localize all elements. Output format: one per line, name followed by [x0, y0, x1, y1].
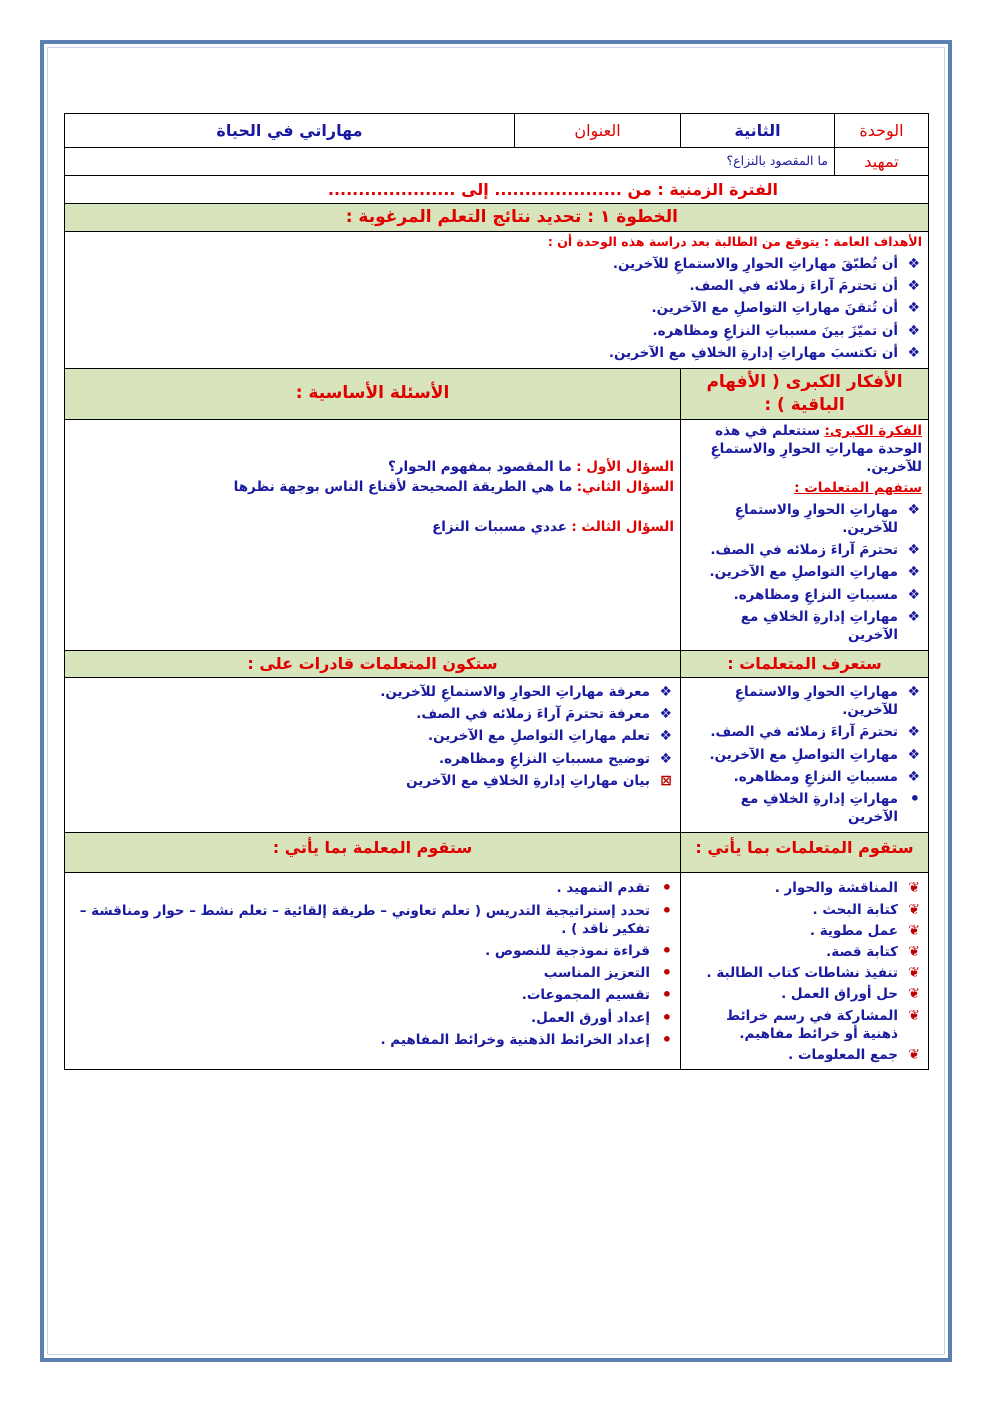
student-activity: ❦ المناقشة والحوار . — [774, 880, 920, 897]
student-activity: ❦ عمل مطوية . — [809, 922, 920, 939]
able-item: ❖ توضيح مسبباتِ النزاعِ ومظاهره. — [439, 750, 672, 767]
teacher-activity: • قراءة نموذجية للنصوص . — [485, 941, 672, 961]
student-activity: ❦ كتابة قصة. — [826, 944, 920, 961]
goals-intro: الأهداف العامة : يتوقع من الطالبة بعد دراسة هذه الوحدة أن : — [547, 234, 922, 249]
will-be-able-list — [71, 683, 674, 790]
teacher-activity: • التعزيز المناسب — [543, 963, 672, 983]
question-2: السؤال الثاني: ما هي الطريقة الصحيحة لأقناع الناس بوجهة نظرها — [233, 479, 674, 496]
teacher-does-list — [71, 879, 674, 1049]
diamond-bullet-icon: ❖ — [907, 608, 920, 625]
student-activity: ❦ تنفيذ نشاطات كتاب الطالبة . — [706, 965, 920, 982]
teacher-activity: • تحدد إستراتيجية التدريس ( تعلم تعاوني – طريقة إلقائية – تعلم نشط – حوار ومناقشة – تفكير ناقد ) . — [79, 900, 672, 937]
diamond-bullet-icon: ❖ — [659, 750, 672, 767]
lesson-plan — [65, 113, 929, 1070]
teacher-activity: • تقسيم المجموعات. — [521, 985, 672, 1005]
know-item: • مهاراتِ إدارةِ الخلافِ مع الآخرين — [740, 788, 920, 826]
student-activity: ❦ حل أوراق العمل . — [781, 986, 920, 1003]
understand-item: ❖ مهاراتِ التواصلِ مع الآخرين. — [709, 564, 920, 581]
leaf-bullet-icon: ❦ — [908, 880, 920, 897]
able-item: ❖ معرفة مهاراتِ الحوارِ والاستماعِ للآخرين. — [380, 683, 672, 700]
essential-questions-heading: الأسئلة الأساسية : — [65, 368, 681, 419]
leaf-bullet-icon: ❦ — [908, 922, 920, 939]
diamond-bullet-icon: ❖ — [907, 746, 920, 763]
will-know-heading: ستعرف المتعلمات : — [681, 651, 929, 678]
leaf-bullet-icon: ❦ — [908, 1007, 920, 1024]
unit-value: الثانية — [681, 114, 835, 148]
diamond-bullet-icon: ❖ — [907, 542, 920, 559]
understand-list — [687, 501, 922, 645]
students-do-cell — [681, 873, 929, 1070]
goal-item: ❖ أن تُتقنَ مهاراتِ التواصلِ مع الآخرين. — [651, 300, 920, 317]
step1-heading: الخطوة ١ : تحديد نتائج التعلم المرغوبة : — [65, 204, 929, 232]
students-do-list — [687, 879, 922, 1064]
big-idea-text: ستتعلم في هذه الوحدة مهاراتِ الحوارِ والاستماعِ للآخرين. — [710, 422, 922, 476]
diamond-bullet-icon: ❖ — [907, 683, 920, 700]
questions-cell — [65, 419, 681, 650]
question-3: السؤال الثالث : عددي مسببات النزاع — [432, 519, 674, 536]
leaf-bullet-icon: ❦ — [908, 965, 920, 982]
understand-item: ❖ مهاراتِ الحوارِ والاستماعِ للآخرين. — [734, 501, 920, 536]
know-item: ❖ مهاراتِ التواصلِ مع الآخرين. — [709, 746, 920, 763]
diamond-bullet-icon: ❖ — [907, 344, 920, 361]
diamond-bullet-icon: ❖ — [659, 683, 672, 700]
know-item: ❖ مهاراتِ الحوارِ والاستماعِ للآخرين. — [734, 683, 920, 719]
leaf-bullet-icon: ❦ — [908, 901, 920, 918]
teacher-activity: • إعداد أورق العمل. — [530, 1007, 672, 1027]
unit-label: الوحدة — [835, 114, 929, 148]
able-item: ⊠ بيان مهاراتِ إدارةِ الخلافِ مع الآخرين — [406, 772, 672, 789]
diamond-bullet-icon: ❖ — [907, 501, 920, 518]
students-do-heading: ستقوم المتعلمات بما يأتي : — [681, 833, 929, 873]
dot-bullet-icon: • — [661, 1029, 672, 1049]
understand-item: ❖ مهاراتِ إدارةِ الخلافِ مع الآخرين — [740, 608, 920, 644]
title-label: العنوان — [515, 114, 681, 148]
teacher-does-heading: ستقوم المعلمة بما يأتي : — [65, 833, 681, 873]
intro-label: تمهيد — [835, 148, 929, 176]
goal-item: ❖ أن تميّزَ بينَ مسبباتِ النزاعِ ومظاهره. — [652, 322, 920, 339]
dot-bullet-icon: • — [661, 878, 672, 898]
understand-label: ستفهم المتعلمات : — [794, 479, 922, 496]
goals-list — [71, 255, 922, 362]
diamond-bullet-icon: ❖ — [907, 586, 920, 603]
big-ideas-cell — [681, 419, 929, 650]
able-item: ❖ تعلم مهاراتِ التواصلِ مع الآخرين. — [427, 728, 672, 745]
will-know-list — [687, 683, 922, 827]
diamond-bullet-icon: ❖ — [907, 322, 920, 339]
teacher-does-cell — [65, 873, 681, 1070]
student-activity: ❦ جمع المعلومات . — [788, 1047, 920, 1064]
diamond-bullet-icon: ❖ — [907, 300, 920, 317]
lesson-plan-table — [64, 113, 929, 1070]
leaf-bullet-icon: ❦ — [908, 1047, 920, 1064]
student-activity: ❦ كتابة البحث . — [812, 901, 920, 918]
goal-item: ❖ أن تحترمَ آراءَ زملائه في الصف. — [689, 278, 920, 295]
title-value: مهاراتي في الحياة — [65, 114, 515, 148]
will-be-able-cell — [65, 677, 681, 833]
diamond-bullet-icon: ❖ — [659, 706, 672, 723]
know-item: ❖ تحترمَ آراءَ زملائه في الصف. — [710, 724, 920, 741]
understand-item: ❖ مسبباتِ النزاعِ ومظاهره. — [733, 586, 920, 603]
diamond-bullet-icon: ❖ — [907, 564, 920, 581]
diamond-bullet-icon: ❖ — [659, 728, 672, 745]
diamond-bullet-icon: ❖ — [907, 724, 920, 741]
dot-bullet-icon: • — [661, 963, 672, 983]
dot-bullet-icon: • — [661, 900, 672, 920]
know-item: ❖ مسبباتِ النزاعِ ومظاهره. — [733, 768, 920, 785]
diamond-bullet-icon: ❖ — [907, 278, 920, 295]
dot-bullet-icon: • — [909, 788, 920, 808]
boxed-x-icon: ⊠ — [660, 772, 672, 789]
understand-item: ❖ تحترمَ آراءَ زملائه في الصف. — [710, 542, 920, 559]
general-goals — [65, 232, 929, 369]
goal-item: ❖ أن تُطبّقَ مهاراتِ الحوارِ والاستماعِ للآخرين. — [612, 255, 920, 272]
dot-bullet-icon: • — [661, 985, 672, 1005]
leaf-bullet-icon: ❦ — [908, 986, 920, 1003]
teacher-activity: • تقدم التمهيد . — [556, 878, 672, 898]
able-item: ❖ معرفة تحترمَ آراءَ زملائه في الصف. — [416, 706, 672, 723]
big-idea-label: الفكرة الكبرى: — [824, 422, 922, 439]
question-1: السؤال الأول : ما المقصود بمفهوم الحوار؟ — [387, 458, 674, 475]
student-activity: ❦ المشاركة في رسم خرائط ذهنية أو خرائط مفاهيم. — [726, 1007, 920, 1042]
time-period: الفترة الزمنية : من ..................... إلى ..................... — [65, 176, 929, 204]
diamond-bullet-icon: ❖ — [907, 768, 920, 785]
goal-item: ❖ أن تكتسبَ مهاراتِ إدارةِ الخلافِ مع الآخرين. — [608, 344, 920, 361]
intro-value: ما المقصود بالنزاع؟ — [65, 148, 835, 176]
teacher-activity: • إعداد الخرائط الذهنية وخرائط المفاهيم . — [380, 1029, 672, 1049]
will-be-able-heading: ستكون المتعلمات قادرات على : — [65, 651, 681, 678]
big-idea — [687, 422, 922, 477]
leaf-bullet-icon: ❦ — [908, 944, 920, 961]
diamond-bullet-icon: ❖ — [907, 255, 920, 272]
big-ideas-heading: الأفكار الكبرى ( الأفهام الباقية ) : — [681, 368, 929, 419]
dot-bullet-icon: • — [661, 941, 672, 961]
dot-bullet-icon: • — [661, 1007, 672, 1027]
will-know-cell — [681, 677, 929, 833]
